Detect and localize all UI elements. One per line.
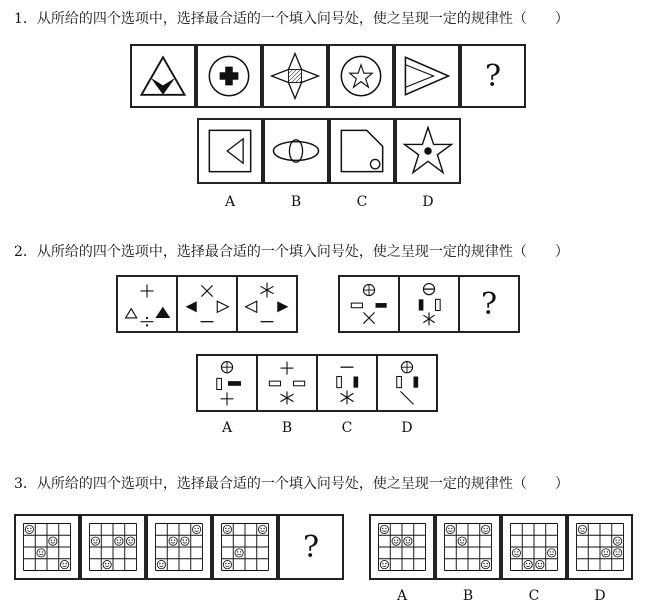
q2-label-d: D: [401, 420, 413, 436]
q2-figure-1: [116, 275, 178, 333]
smiley-face-icon: [613, 537, 621, 545]
smiley-face-icon: [223, 525, 231, 533]
q3-option-b[interactable]: [435, 514, 501, 580]
q1-figure-4: [328, 44, 394, 108]
q1-option-c[interactable]: [329, 118, 395, 184]
q1-option-b[interactable]: [263, 118, 329, 184]
smiley-face-icon: [481, 560, 489, 568]
q2-figure-3: [236, 275, 298, 333]
question-1-title: 1．从所给的四个选项中，选择最合适的一个填入问号处，使之呈现一定的规律性（ ）: [14, 11, 569, 27]
smiley-face-icon: [235, 549, 243, 557]
q2-option-a[interactable]: [196, 354, 258, 412]
smiley-face-icon: [446, 525, 454, 533]
symbols-x-triangles: [178, 277, 236, 331]
q2-option-c[interactable]: [316, 354, 378, 412]
face-grid-c: [503, 516, 565, 578]
q1-question-cell: [460, 44, 526, 108]
smiley-face-icon: [524, 560, 532, 568]
q1-label-a: A: [224, 194, 236, 210]
q1-figure-3: [262, 44, 328, 108]
q3-question-cell: [278, 514, 344, 580]
q2-option-b[interactable]: [256, 354, 318, 412]
smiley-face-icon: [613, 549, 621, 557]
q3-figure-2: [80, 514, 146, 580]
cut-square-circle-shape: [331, 120, 393, 182]
q3-figure-3: [146, 514, 212, 580]
q3-label-d: D: [594, 588, 606, 604]
q1-figure-5: [394, 44, 460, 108]
smiley-face-icon: [25, 525, 33, 533]
symbols-circle-plus-x: [340, 277, 398, 331]
smiley-face-icon: [60, 560, 68, 568]
q3-figure-1: [14, 514, 80, 580]
question-mark: ?: [484, 58, 502, 94]
smiley-face-icon: [126, 537, 134, 545]
smiley-face-icon: [157, 560, 165, 568]
option-d-symbols: [378, 356, 436, 410]
smiley-face-icon: [458, 537, 466, 545]
option-c-symbols: [318, 356, 376, 410]
option-a-symbols: [198, 356, 256, 410]
q3-figure-4: [212, 514, 278, 580]
smiley-face-icon: [181, 537, 189, 545]
smiley-face-icon: [602, 549, 610, 557]
face-grid-b: [437, 516, 499, 578]
q3-label-a: A: [396, 588, 408, 604]
circle-cross-shape: [198, 46, 260, 106]
symbols-asterisk-triangles: [238, 277, 296, 331]
smiley-face-icon: [392, 537, 400, 545]
four-point-star-shape: [264, 46, 326, 106]
q2-figure-5: [398, 275, 460, 333]
q3-option-c[interactable]: [501, 514, 567, 580]
option-b-symbols: [258, 356, 316, 410]
circle-star-shape: [330, 46, 392, 106]
q3-option-a[interactable]: [369, 514, 435, 580]
smiley-face-icon: [115, 537, 123, 545]
q1-figure-1: [130, 44, 196, 108]
smiley-face-icon: [380, 525, 388, 533]
smiley-face-icon: [512, 549, 520, 557]
q3-label-b: B: [462, 588, 474, 604]
smiley-face-icon: [258, 525, 266, 533]
q2-label-a: A: [221, 420, 233, 436]
q2-label-b: B: [281, 420, 293, 436]
q1-label-b: B: [290, 194, 302, 210]
q1-option-d[interactable]: [395, 118, 461, 184]
q1-option-a[interactable]: [197, 118, 263, 184]
smiley-face-icon: [223, 560, 231, 568]
smiley-face-icon: [37, 549, 45, 557]
q2-question-cell: [458, 275, 520, 333]
smiley-face-icon: [91, 537, 99, 545]
smiley-face-icon: [192, 525, 200, 533]
symbols-circle-minus-rects: [400, 277, 458, 331]
q2-figure-2: [176, 275, 238, 333]
face-grid-1: [16, 516, 78, 578]
q1-figure-2: [196, 44, 262, 108]
smiley-face-icon: [547, 549, 555, 557]
face-grid-3: [148, 516, 210, 578]
face-grid-2: [82, 516, 144, 578]
smiley-face-icon: [578, 525, 586, 533]
smiley-face-icon: [404, 537, 412, 545]
ellipse-shape: [265, 120, 327, 182]
question-mark: ?: [302, 529, 320, 565]
question-mark: ?: [480, 286, 498, 322]
smiley-face-icon: [169, 537, 177, 545]
face-grid-4: [214, 516, 276, 578]
star-dot-shape: [397, 120, 459, 182]
question-2-title: 2．从所给的四个选项中，选择最合适的一个填入问号处，使之呈现一定的规律性（ ）: [14, 244, 569, 260]
question-3-title: 3．从所给的四个选项中，选择最合适的一个填入问号处，使之呈现一定的规律性（ ）: [14, 476, 569, 492]
smiley-face-icon: [103, 560, 111, 568]
triangle-v-shape: [132, 46, 194, 106]
smiley-face-icon: [380, 560, 388, 568]
q1-label-c: C: [356, 194, 368, 210]
smiley-face-icon: [536, 560, 544, 568]
q2-label-c: C: [341, 420, 353, 436]
q2-option-d[interactable]: [376, 354, 438, 412]
smiley-face-icon: [49, 537, 57, 545]
q1-label-d: D: [422, 194, 434, 210]
face-grid-d: [569, 516, 631, 578]
q3-option-d[interactable]: [567, 514, 633, 580]
q2-figure-4: [338, 275, 400, 333]
smiley-face-icon: [481, 525, 489, 533]
face-grid-a: [371, 516, 433, 578]
square-triangle-shape: [199, 120, 261, 182]
symbols-triangles-plus: [118, 277, 176, 331]
arrow-triangle-shape: [396, 46, 458, 106]
q3-label-c: C: [528, 588, 540, 604]
